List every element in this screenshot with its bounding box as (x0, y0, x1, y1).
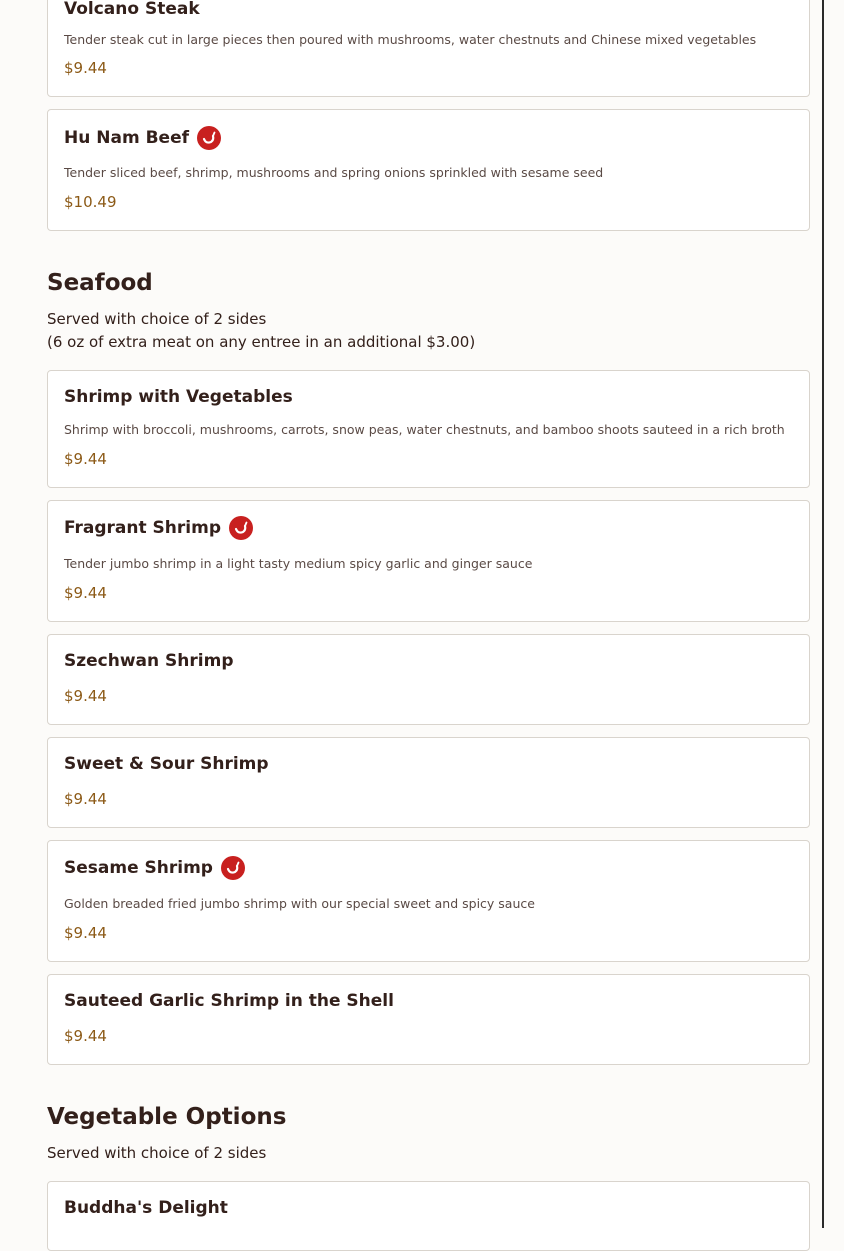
item-description: Shrimp with broccoli, mushrooms, carrots, snow peas, water chestnuts, and bamboo shoots sauteed in a rich broth (64, 422, 785, 437)
scrollbar[interactable] (822, 0, 824, 1228)
item-name: Fragrant Shrimp (64, 518, 221, 538)
menu-item-sweet-sour-shrimp[interactable] (47, 737, 810, 828)
menu-item-buddhas-delight[interactable] (47, 1181, 810, 1251)
item-price: $9.44 (64, 584, 107, 602)
menu-item-hu-nam-beef[interactable] (47, 109, 810, 231)
section-note: Served with choice of 2 sides (47, 310, 267, 328)
item-name-row (64, 856, 245, 880)
item-name-row (64, 516, 253, 540)
item-name: Hu Nam Beef (64, 128, 189, 148)
section-note: Served with choice of 2 sides (47, 1144, 267, 1162)
menu-item-szechwan-shrimp[interactable] (47, 634, 810, 725)
item-name: Szechwan Shrimp (64, 651, 234, 671)
chili-pepper-icon (229, 516, 253, 540)
menu-item-shrimp-with-vegetables[interactable] (47, 370, 810, 488)
item-name: Sesame Shrimp (64, 858, 213, 878)
item-name: Sweet & Sour Shrimp (64, 754, 269, 774)
section-note-extra: (6 oz of extra meat on any entree in an additional $3.00) (47, 333, 476, 351)
item-name: Shrimp with Vegetables (64, 387, 293, 407)
item-description: Golden breaded fried jumbo shrimp with our special sweet and spicy sauce (64, 896, 535, 911)
section-title-seafood: Seafood (47, 270, 153, 296)
item-price: $9.44 (64, 687, 107, 705)
item-name: Sauteed Garlic Shrimp in the Shell (64, 991, 394, 1011)
section-title-vegetable-options: Vegetable Options (47, 1104, 287, 1130)
item-price: $9.44 (64, 924, 107, 942)
chili-pepper-icon (197, 126, 221, 150)
menu-item-volcano-steak[interactable] (47, 0, 810, 97)
item-name: Buddha's Delight (64, 1198, 228, 1218)
menu-item-sauteed-garlic-shrimp[interactable] (47, 974, 810, 1065)
chili-pepper-icon (221, 856, 245, 880)
item-name-row (64, 126, 221, 150)
item-price: $9.44 (64, 1027, 107, 1045)
item-price: $9.44 (64, 450, 107, 468)
item-name: Volcano Steak (64, 0, 200, 19)
item-description: Tender jumbo shrimp in a light tasty medium spicy garlic and ginger sauce (64, 556, 533, 571)
item-description: Tender steak cut in large pieces then poured with mushrooms, water chestnuts and Chinese mixed vegetables (64, 32, 757, 47)
item-price: $9.44 (64, 59, 107, 77)
item-price: $9.44 (64, 790, 107, 808)
menu-item-sesame-shrimp[interactable] (47, 840, 810, 962)
item-price: $10.49 (64, 193, 117, 211)
item-description: Tender sliced beef, shrimp, mushrooms and spring onions sprinkled with sesame seed (64, 165, 604, 180)
menu-item-fragrant-shrimp[interactable] (47, 500, 810, 622)
